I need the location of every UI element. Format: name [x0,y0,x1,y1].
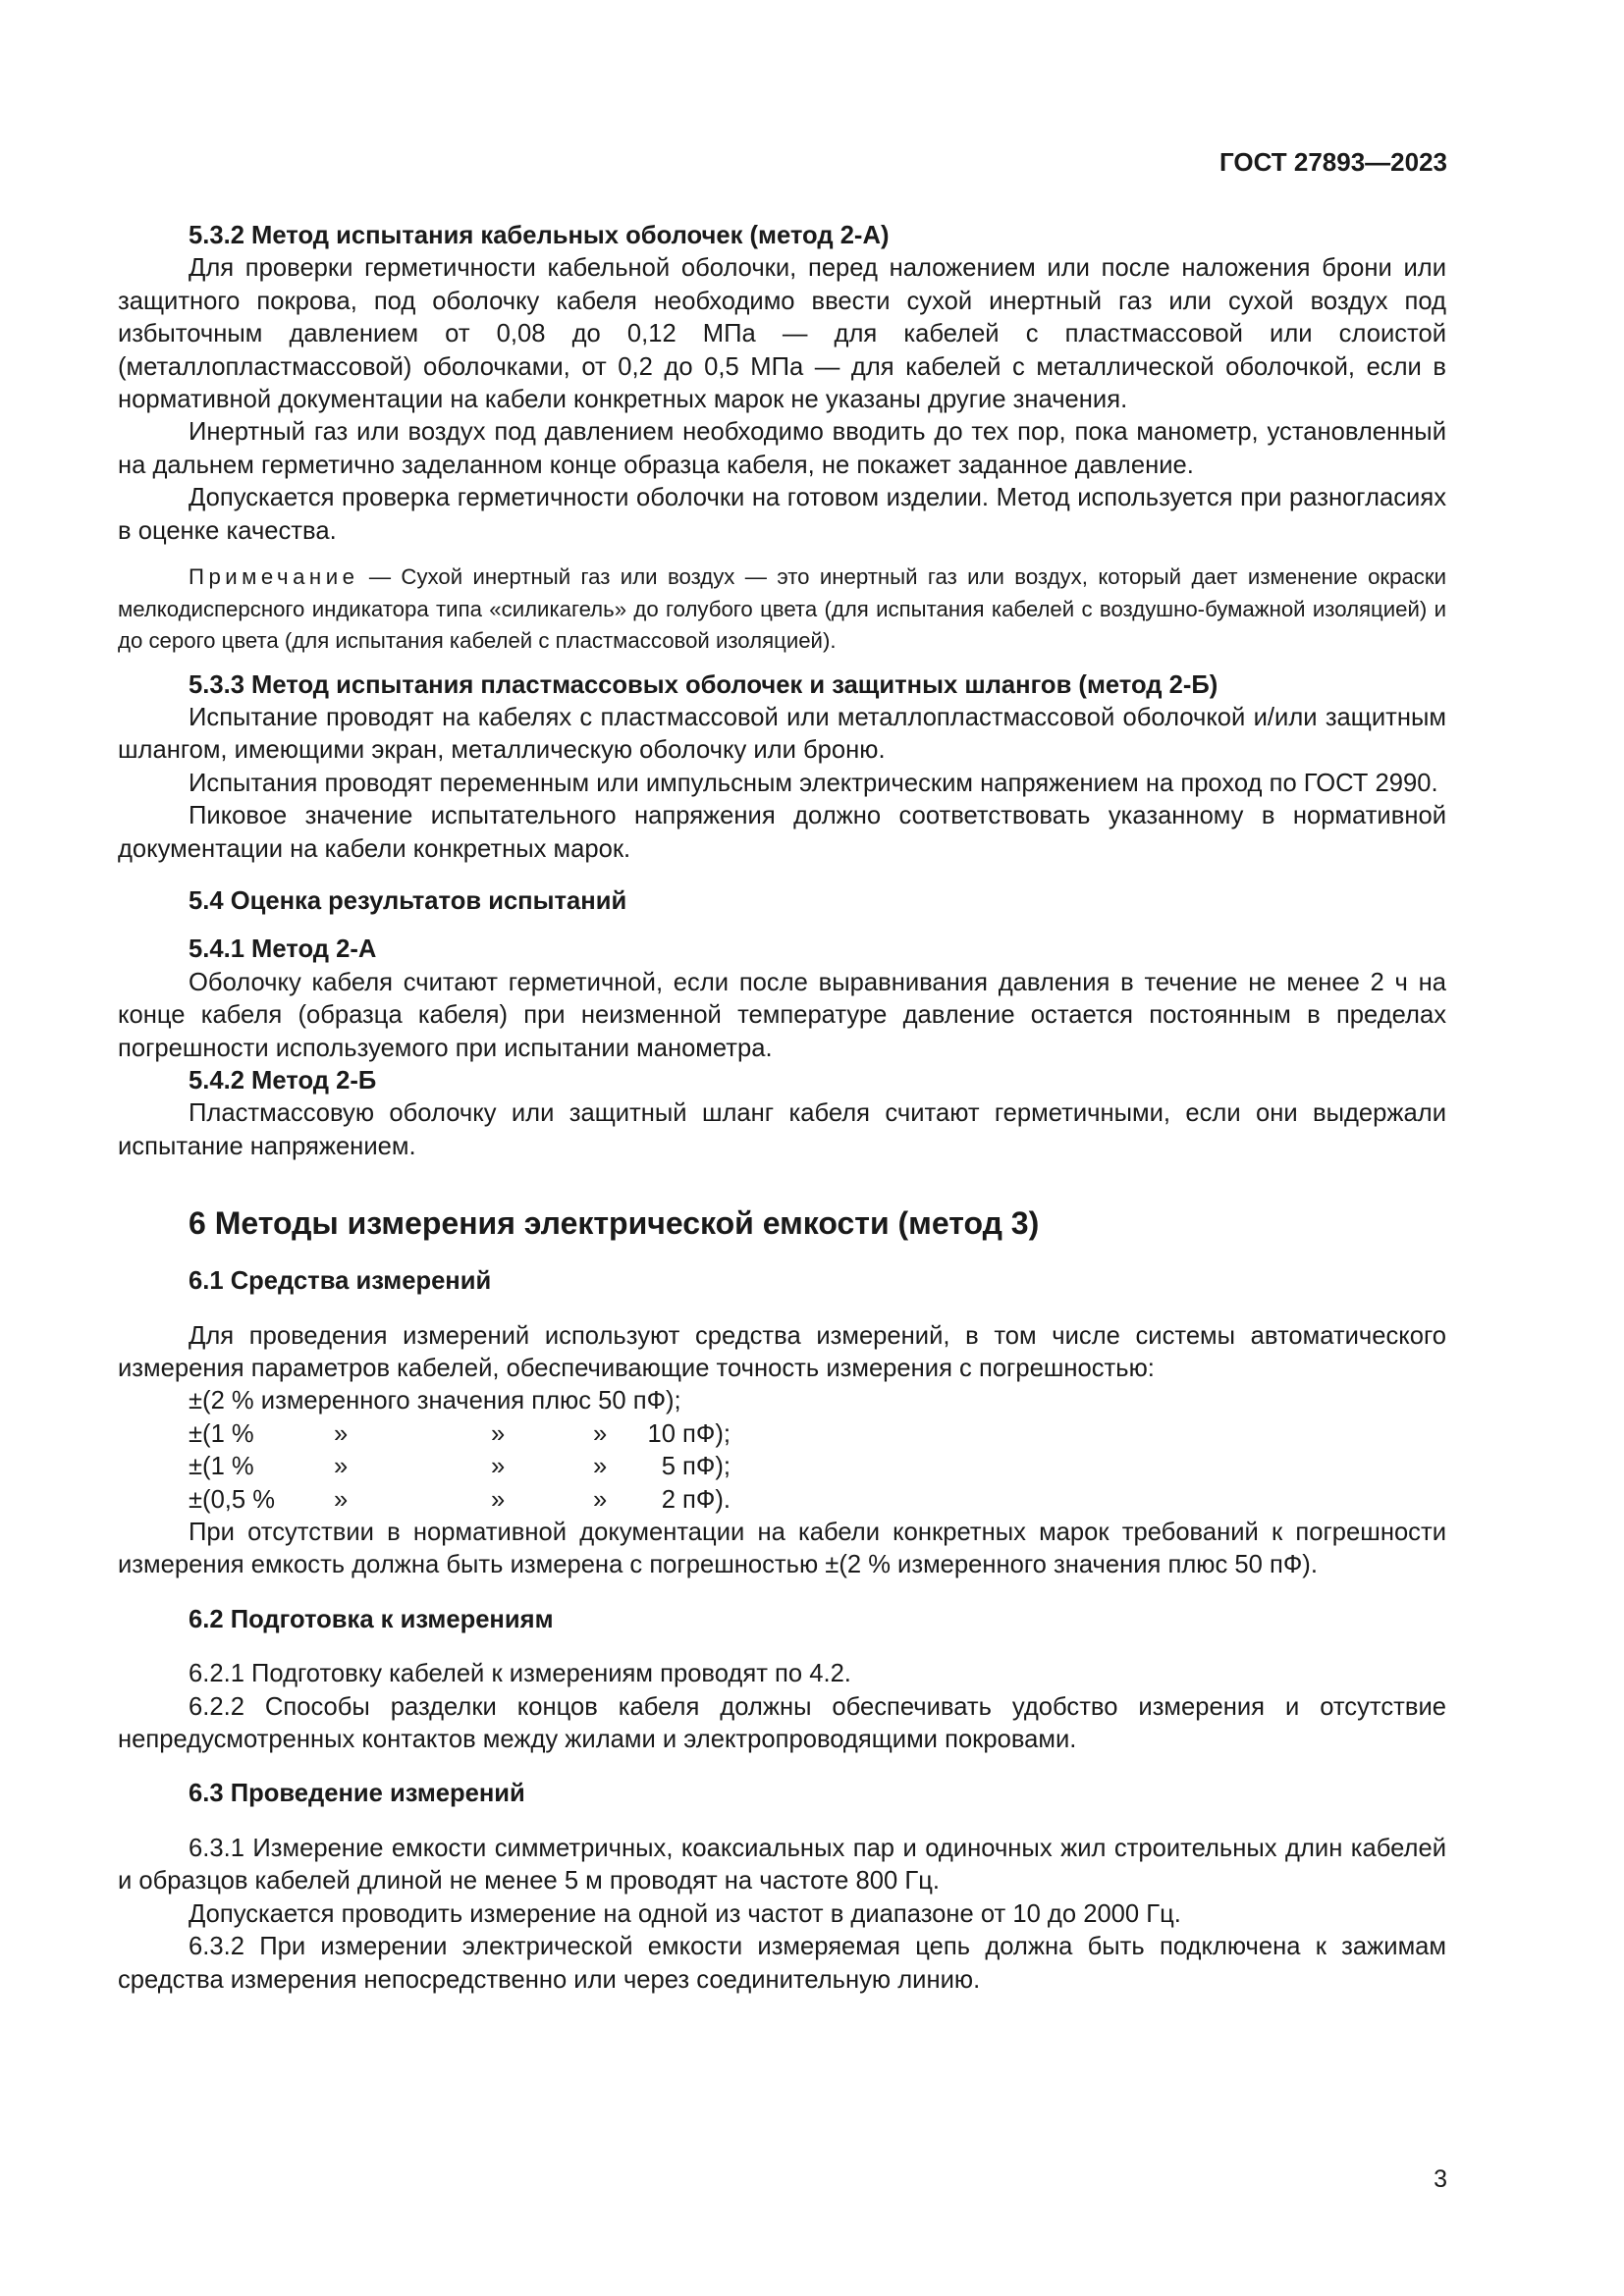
paragraph: Пиковое значение испытательного напряжения должно соответствовать указанному в нормативной документации на кабели конкретных марок. [118,802,1446,863]
heading-6-2: 6.2 Подготовка к измерениям [189,1605,554,1633]
paragraph: Допускается проводить измерение на одной из частот в диапазоне от 10 до 2000 Гц. [189,1899,1181,1928]
paragraph: Оболочку кабеля считают герметичной, если после выравнивания давления в течение не менее 2 ч на конце кабеля (образца кабеля) при неизменной температуре давление остается постоянным в пределах погрешности используемого при испытании манометра. [118,968,1446,1062]
ditto-mark: » [334,1419,349,1448]
ditto-mark: » [491,1419,506,1448]
paragraph: Испытания проводят переменным или импульсным электрическим напряжением на проход по ГОСТ 2990. [189,769,1438,797]
tolerance-value: 10 пФ); [647,1419,731,1448]
tolerance-line [118,1385,1446,1417]
heading-5-4-1: 5.4.1 Метод 2-А [189,935,377,964]
ditto-mark: » [491,1485,506,1514]
ditto-mark: » [491,1453,506,1481]
heading-6-1: 6.1 Средства измерений [189,1267,492,1296]
paragraph: 6.2.1 Подготовку кабелей к измерениям проводят по 4.2. [189,1660,851,1688]
heading-6-3: 6.3 Проведение измерений [189,1780,525,1808]
tolerance-percent: ±(0,5 % [189,1485,276,1514]
paragraph: 6.3.1 Измерение емкости симметричных, коаксиальных пар и одиночных жил строительных длин кабелей и образцов кабелей длиной не менее 5 м проводят на частоте 800 Гц. [118,1834,1446,1896]
ditto-mark: » [593,1419,608,1448]
ditto-mark: » [593,1453,608,1481]
paragraph: Испытание проводят на кабелях с пластмассовой или металлопластмассовой оболочкой и/или защитным шлангом, имеющими экран, металлическую оболочку или броню. [118,703,1446,765]
page-content [118,220,1446,1997]
tolerance-row [118,1451,1446,1483]
paragraph: Пластмассовую оболочку или защитный шланг кабеля считают герметичными, если они выдержали испытание напряжением. [118,1099,1446,1160]
heading-5-3-2: 5.3.2 Метод испытания кабельных оболочек (метод 2-А) [189,222,890,249]
paragraph: 6.2.2 Способы разделки концов кабеля должны обеспечивать удобство измерения и отсутствие непредусмотренных контактов между жилами и электропроводящими покровами. [118,1692,1446,1754]
heading-5-4: 5.4 Оценка результатов испытаний [189,887,627,915]
tolerance-value: 5 пФ); [661,1453,731,1481]
note [118,561,1446,658]
page-number: 3 [1434,2165,1447,2193]
paragraph: Для проверки герметичности кабельной оболочки, перед наложением или после наложения брони или защитного покрова, под оболочку кабеля необходимо ввести сухой инертный газ или сухой воздух под избыточным давлением от 0,08 до 0,12 МПа — для кабелей с пластмассовой или слоистой (металлопластмассовой) оболочками, от 0,2 до 0,5 МПа — для кабелей с металлической оболочкой, если в нормативной документации на кабели конкретных марок не указаны другие значения. [118,254,1446,414]
tolerance-percent: ±(1 % [189,1453,254,1481]
note-label: Примечание [189,564,359,590]
tolerance-text: ±(2 % измеренного значения плюс 50 пФ); [189,1387,681,1415]
paragraph: При отсутствии в нормативной документации на кабели конкретных марок требований к погрешности измерения емкость должна быть измерена с погрешностью ±(2 % измеренного значения плюс 50 пФ). [118,1519,1446,1579]
ditto-mark: » [334,1485,349,1514]
heading-5-3-3: 5.3.3 Метод испытания пластмассовых оболочек и защитных шлангов (метод 2-Б) [189,670,1218,699]
heading-5-4-2: 5.4.2 Метод 2-Б [189,1067,377,1095]
ditto-mark: » [593,1485,608,1514]
ditto-mark: » [334,1453,349,1481]
tolerance-percent: ±(1 % [189,1419,254,1448]
document-code: ГОСТ 27893—2023 [1219,147,1447,177]
paragraph: Допускается проверка герметичности оболочки на готовом изделии. Метод используется при разногласиях в оценке качества. [118,484,1446,545]
note-text: — Сухой инертный газ или воздух — это инертный газ или воздух, который дает изменение окраски мелкодисперсного индикатора типа «силикагель» до голубого цвета (для испытания кабелей с воздушно-бумажной изоляцией) и до серого цвета (для испытания кабелей с пластмассовой изоляцией). [118,564,1446,654]
paragraph: Инертный газ или воздух под давлением необходимо вводить до тех пор, пока манометр, установленный на дальнем герметично заделанном конце образца кабеля, не покажет заданное давление. [118,418,1446,479]
heading-section-6: 6 Методы измерения электрической емкости (метод 3) [189,1205,1040,1242]
paragraph: 6.3.2 При измерении электрической емкости измеряемая цепь должна быть подключена к зажимам средства измерения непосредственно или через соединительную линию. [118,1933,1446,1994]
tolerance-row [118,1484,1446,1517]
tolerance-value: 2 пФ). [661,1485,731,1514]
tolerance-row [118,1418,1446,1451]
paragraph: Для проведения измерений используют средства измерений, в том числе системы автоматического измерения параметров кабелей, обеспечивающие точность измерения с погрешностью: [118,1321,1446,1383]
